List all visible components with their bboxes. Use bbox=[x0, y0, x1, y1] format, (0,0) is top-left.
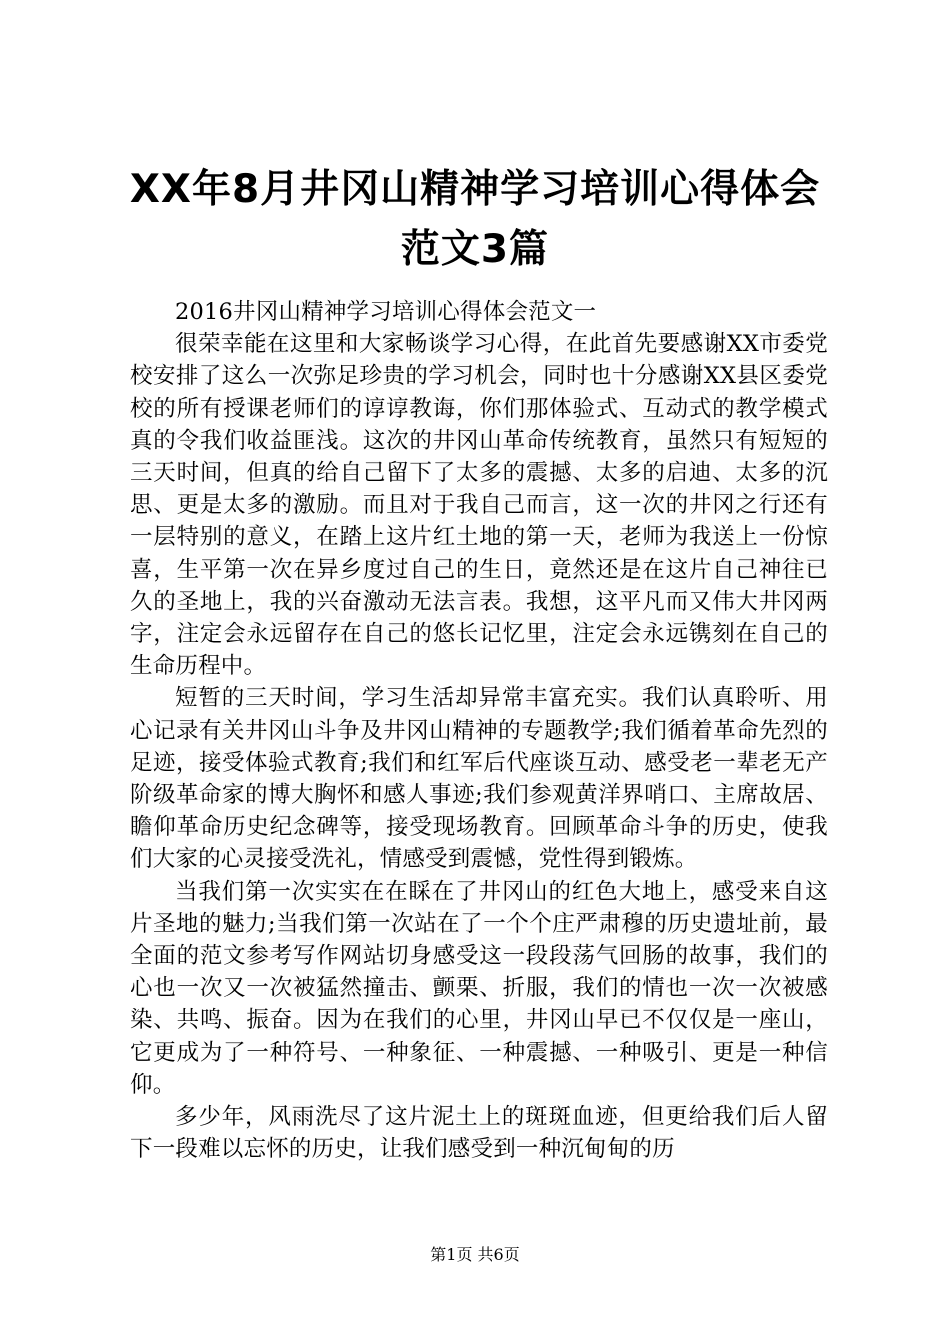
body-paragraph: 多少年，风雨洗尽了这片泥土上的斑斑血迹，但更给我们后人留下一段难以忘怀的历史，让我们感受到一种沉甸甸的历 bbox=[130, 1104, 828, 1163]
document-body bbox=[130, 296, 828, 1165]
section-subtitle: 2016井冈山精神学习培训心得体会范文一 bbox=[175, 299, 597, 325]
document-title: XX年8月井冈山精神学习培训心得体会范文3篇 bbox=[129, 167, 821, 272]
body-paragraph: 当我们第一次实实在在睬在了井冈山的红色大地上，感受来自这片圣地的魅力;当我们第一次站在了一个个庄严肃穆的历史遗址前，最全面的范文参考写作网站切身感受这一段段荡气回肠的故事，我们的心也一次又一次被猛然撞击、颤栗、折服，我们的情也一次一次被感染、共鸣、振奋。因为在我们的心里，井冈山早已不仅仅是一座山，它更成为了一种符号、一种象征、一种震撼、一种吸引、更是一种信仰。 bbox=[130, 878, 828, 1098]
body-paragraph: 很荣幸能在这里和大家畅谈学习心得，在此首先要感谢XX市委党校安排了这么一次弥足珍贵的学习机会，同时也十分感谢XX县区委党校的所有授课老师们的谆谆教诲，你们那体验式、互动式的教学模式真的令我们收益匪浅。这次的井冈山革命传统教育，虽然只有短短的三天时间，但真的给自己留下了太多的震撼、太多的启迪、太多的沉思、更是太多的激励。而且对于我自己而言，这一次的井冈之行还有一层特别的意义，在踏上这片红土地的第一天，老师为我送上一份惊喜，生平第一次在异乡度过自己的生日，竟然还是在这片自己神往已久的圣地上，我的兴奋激动无法言表。我想，这平凡而又伟大井冈两字，注定会永远留存在自己的悠长记忆里，注定会永远镌刻在自己的生命历程中。 bbox=[130, 331, 828, 680]
body-paragraph: 短暂的三天时间，学习生活却异常丰富充实。我们认真聆听、用心记录有关井冈山斗争及井冈山精神的专题教学;我们循着革命先烈的足迹，接受体验式教育;我们和红军后代座谈互动、感受老一辈老无产阶级革命家的博大胸怀和感人事迹;我们参观黄洋界哨口、主席故居、瞻仰革命历史纪念碑等，接受现场教育。回顾革命斗争的历史，使我们大家的心灵接受洗礼，情感受到震憾，党性得到锻炼。 bbox=[130, 685, 828, 873]
page-footer: 第1页 共6页 bbox=[430, 1245, 520, 1264]
